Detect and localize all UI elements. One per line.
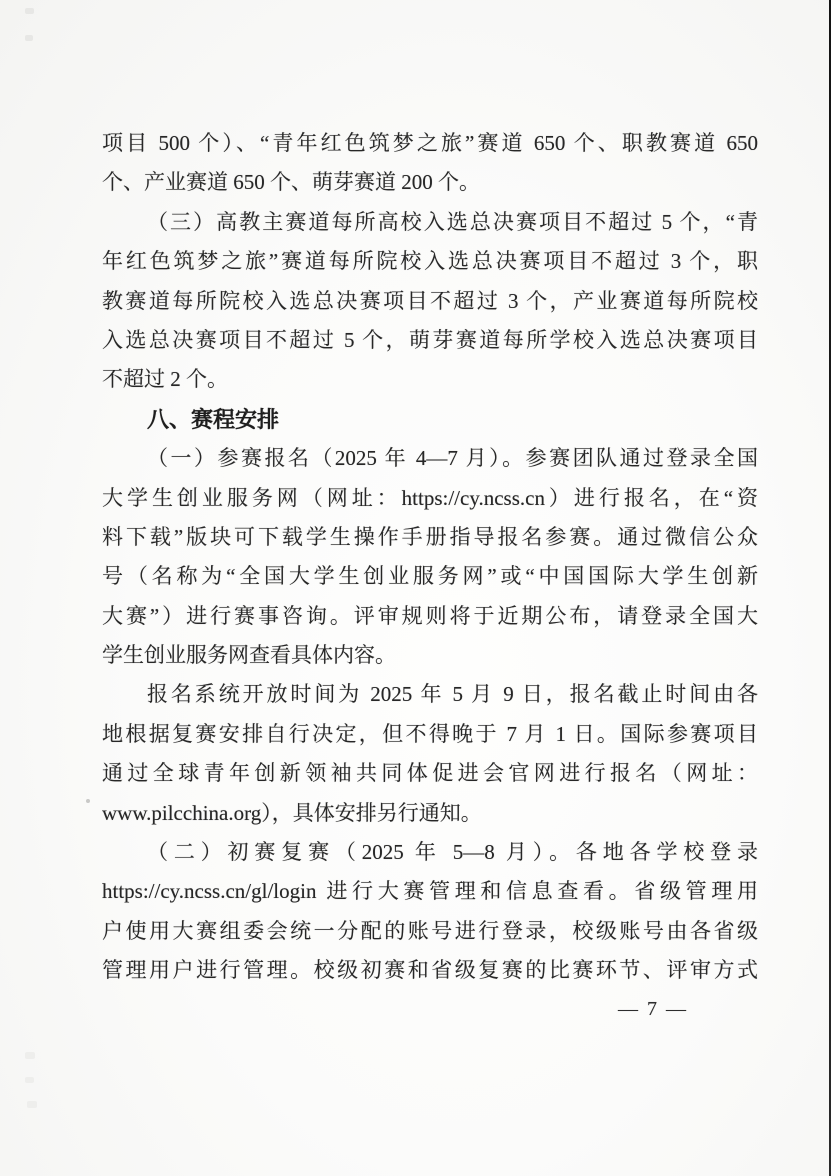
text-line: 号（名称为“全国大学生创业服务网”或“中国国际大学生创新 xyxy=(102,564,758,589)
text-line: 通过全球青年创新领袖共同体促进会官网进行报名（网址： xyxy=(102,761,758,786)
text-line: 年红色筑梦之旅”赛道每所院校入选总决赛项目不超过 3 个，职 xyxy=(102,249,758,274)
text-line: 学生创业服务网查看具体内容。 xyxy=(102,643,396,668)
scan-artifact xyxy=(25,1052,35,1059)
text-line: 不超过 2 个。 xyxy=(102,367,228,392)
scan-artifact xyxy=(86,799,90,803)
document-body xyxy=(102,124,758,991)
text-line: （一）参赛报名（2025 年 4—7 月）。参赛团队通过登录全国 xyxy=(147,446,758,471)
text-line: https://cy.ncss.cn/gl/login 进行大赛管理和信息查看。省级管理用 xyxy=(102,879,758,904)
section-heading: 八、赛程安排 xyxy=(147,406,280,432)
text-line: （三）高教主赛道每所高校入选总决赛项目不超过 5 个，“青 xyxy=(147,209,758,234)
scan-artifact xyxy=(27,1101,37,1108)
text-line: 入选总决赛项目不超过 5 个，萌芽赛道每所学校入选总决赛项目 xyxy=(102,327,758,352)
text-line: 料下载”版块可下载学生操作手册指导报名参赛。通过微信公众 xyxy=(102,524,758,549)
text-line: 管理用户进行管理。校级初赛和省级复赛的比赛环节、评审方式 xyxy=(102,958,758,983)
scan-artifact xyxy=(25,35,33,41)
page-number: — 7 — xyxy=(618,998,688,1020)
text-line: 大学生创业服务网（网址：https://cy.ncss.cn）进行报名，在“资 xyxy=(102,485,758,510)
text-line: 户使用大赛组委会统一分配的账号进行登录，校级账号由各省级 xyxy=(102,918,758,943)
scan-artifact xyxy=(25,1077,34,1083)
scan-artifact xyxy=(25,8,34,14)
text-line: 报名系统开放时间为 2025 年 5 月 9 日，报名截止时间由各 xyxy=(147,682,758,707)
text-line: 项目 500 个）、“青年红色筑梦之旅”赛道 650 个、职教赛道 650 xyxy=(102,131,758,155)
text-line: 大赛”）进行赛事咨询。评审规则将于近期公布，请登录全国大 xyxy=(102,603,758,628)
text-line: 地根据复赛安排自行决定，但不得晚于 7 月 1 日。国际参赛项目 xyxy=(102,721,758,746)
text-line: www.pilcchina.org），具体安排另行通知。 xyxy=(102,800,482,825)
text-line: 教赛道每所院校入选总决赛项目不超过 3 个，产业赛道每所院校 xyxy=(102,288,758,313)
text-line: （二）初赛复赛（2025 年 5—8 月）。各地各学校登录 xyxy=(147,840,758,865)
text-line: 个、产业赛道 650 个、萌芽赛道 200 个。 xyxy=(102,170,480,195)
